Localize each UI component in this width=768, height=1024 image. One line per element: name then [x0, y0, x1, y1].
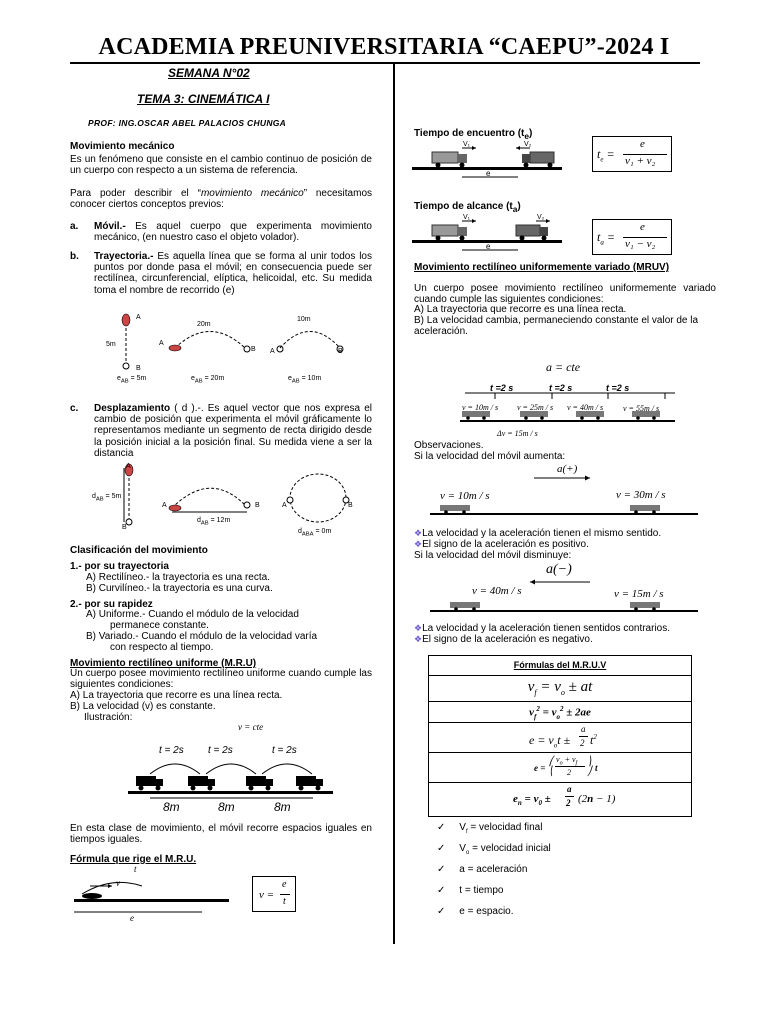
truck-icon	[246, 776, 273, 791]
diamond-bullet-icon: ❖	[414, 539, 423, 549]
aum-bullet-1: ❖La velocidad y la aceleración tienen el mismo sentido.	[414, 528, 662, 539]
plane-icon	[169, 505, 181, 511]
plane-icon	[122, 314, 130, 326]
curvilineo-item: B) Curvilíneo.- la trayectoria es una curva.	[86, 583, 273, 594]
truck-icon	[520, 411, 548, 420]
column-divider	[393, 64, 395, 944]
legend-item: ✓ a = aceleración	[437, 864, 528, 875]
variado-item: B) Variado.- Cuando el módulo de la velocidad varía	[86, 631, 318, 642]
mru-note: En esta clase de movimiento, el móvil recorre espacios iguales en tiempos iguales.	[70, 823, 372, 846]
formula-4: e =	[534, 763, 546, 773]
header-rule	[70, 62, 700, 64]
mruv-formulas-table: Fórmulas del M.R.U.V $v_f = v_o$ ± at $v_f^2 = v_o^2 \pm 2ae$ $e = v_ot$ ± a 2 $t^2$ e = ⎛ ⎝ $v_o + v_f$ 2 ⎞ ⎠ t $e_n = v_0$ ± a 2 (2n − 1)	[428, 655, 692, 817]
mov-mecanico-heading: Movimiento mecánico	[70, 141, 175, 152]
legend-item: ✓ $V_f$ = velocidad final	[437, 822, 543, 835]
check-icon: ✓	[437, 822, 446, 833]
plane-icon	[169, 345, 181, 351]
mru-illustration	[128, 752, 338, 802]
dis-bullet-1: ❖La velocidad y la aceleración tienen sentidos contrarios.	[414, 623, 671, 634]
formula-1: $v_f = v_o$ ± at	[527, 679, 593, 697]
item-b-trayectoria: Trayectoria.- Es aquella línea que se forma al unir todos los puntos por donde pasa el móvil; en consecuencia puede ser rectilínea, circunferencial, elíptica, helicoidal, etc. Su medida toma el nombre de recorrido (e)	[94, 251, 372, 296]
diamond-bullet-icon: ❖	[414, 528, 423, 538]
legend-item: ✓ $V_o$ = velocidad inicial	[437, 843, 551, 856]
professor-name: PROF: ING.OSCAR ABEL PALACIOS CHUNGA	[88, 118, 287, 128]
formula-2: $v_f^2 = v_o^2 \pm 2ae$	[529, 705, 591, 721]
diamond-bullet-icon: ❖	[414, 634, 423, 644]
truck-icon	[432, 225, 467, 241]
mru-paragraph: Un cuerpo posee movimiento rectilíneo uniforme cuando cumple las siguientes condiciones:	[70, 668, 372, 691]
trayectoria-subheading: 1.- por su trayectoria	[70, 561, 169, 572]
observaciones-heading: Observaciones.	[414, 440, 484, 451]
displacement-diagram	[110, 460, 370, 535]
item-c-desplazamiento: Desplazamiento ( d ).-. Es aquel vector que nos expresa el cambio de posición que experimenta el móvil gráficamente lo representamos mediante un segmento de recta dirigido desde la posición inicial a la posición final. Su medida viene a ser la distancia	[94, 403, 373, 459]
car-icon	[450, 602, 480, 611]
truck-icon	[522, 152, 554, 168]
alcance-formula-box: $t_a$ = e v₁ − v₂	[592, 219, 672, 255]
semana-label: SEMANA N°02	[168, 66, 250, 80]
aum-bullet-2: ❖El signo de la aceleración es positivo.	[414, 539, 589, 550]
mov-mecanico-paragraph-2: Para poder describir el “movimiento mecánico” necesitamos conocer ciertos conceptos previos:	[70, 188, 373, 211]
formula-3: $e = v_ot$ ±	[529, 733, 571, 750]
tiempo-alcance-heading: Tiempo de alcance $(t_a)$	[414, 201, 521, 214]
mru-formula-box: v = e t	[252, 876, 296, 912]
trajectory-diagram	[100, 310, 360, 385]
legend-item: ✓ e = espacio.	[437, 906, 514, 917]
tema-title: TEMA 3: CINEMÁTICA I	[137, 92, 270, 106]
truck-icon	[516, 225, 548, 241]
item-a-movil: Móvil.- Es aquel cuerpo que experimenta movimiento mecánico, (en nuestro caso el objeto volador).	[94, 221, 372, 244]
mru-formula-diagram	[72, 866, 232, 926]
car-icon	[82, 893, 102, 899]
check-icon: ✓	[437, 864, 446, 875]
tiempo-encuentro-heading: Tiempo de encuentro $(t_e)$	[414, 128, 533, 141]
truck-icon	[296, 776, 323, 791]
item-a-label: a.	[70, 221, 79, 232]
mov-mecanico-paragraph: Es un fenómeno que consiste en el cambio continuo de posición de un cuerpo con respecto a un sistema de referencia.	[70, 154, 372, 177]
uniforme-item: A) Uniforme.- Cuando el módulo de la velocidad	[86, 609, 299, 620]
truck-icon	[136, 776, 163, 791]
car-icon	[440, 505, 470, 514]
formula-mru-heading: Fórmula que rige el M.R.U.	[70, 854, 197, 865]
legend-item: ✓ t = tiempo	[437, 885, 504, 896]
dis-bullet-2: ❖El signo de la aceleración es negativo.	[414, 634, 593, 645]
diamond-bullet-icon: ❖	[414, 623, 423, 633]
check-icon: ✓	[437, 906, 446, 917]
truck-icon	[462, 411, 490, 420]
car-icon	[630, 602, 660, 611]
mruv-heading: Movimiento rectilíneo uniformemente variado (MRUV)	[414, 262, 670, 273]
mruv-paragraph: Un cuerpo posee movimiento rectilíneo uniformemente variado cuando cumple las siguientes condiciones:	[414, 283, 716, 306]
encuentro-formula-box: $t_e$ = e v₁ + v₂	[592, 136, 672, 172]
car-icon	[630, 505, 660, 514]
page-title: ACADEMIA PREUNIVERSITARIA “CAEPU”-2024 I	[98, 34, 670, 60]
truck-icon	[188, 776, 215, 791]
truck-icon	[432, 152, 467, 168]
rectilineo-item: A) Rectilíneo.- la trayectoria es una recta.	[86, 572, 270, 583]
check-icon: ✓	[437, 843, 446, 854]
check-icon: ✓	[437, 885, 446, 896]
truck-icon	[576, 411, 604, 420]
mru-heading: Movimiento rectilíneo uniforme (M.R.U)	[70, 658, 257, 669]
clasificacion-heading: Clasificación del movimiento	[70, 545, 208, 556]
item-c-label: c.	[70, 403, 79, 414]
rapidez-subheading: 2.- por su rapidez	[70, 599, 153, 610]
item-b-label: b.	[70, 251, 79, 262]
formula-5: $e_n = v_0$ ±	[513, 793, 551, 808]
